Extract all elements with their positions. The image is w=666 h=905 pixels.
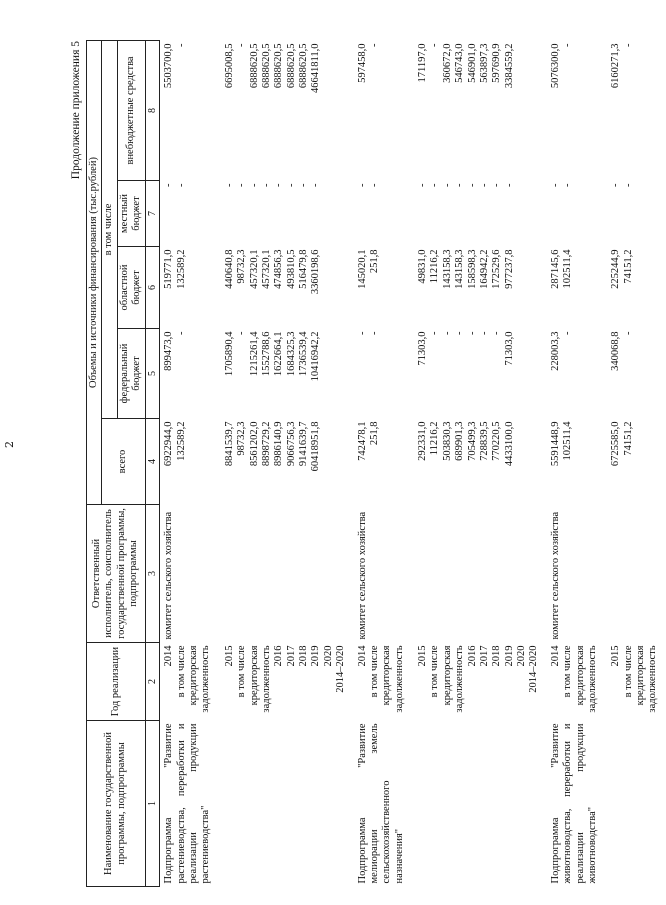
extra-value: 563897,3 (478, 43, 490, 83)
local-cell (160, 181, 354, 247)
federal-value: 1552788,6 (260, 331, 272, 377)
header-total: всего (102, 419, 145, 505)
col-number: 3 (145, 505, 160, 643)
federal-value: - (466, 331, 478, 335)
year-label: 2015 (610, 645, 622, 667)
local-value: - (491, 183, 503, 187)
header-responsible: Ответственный исполнитель, соисполнитель государственной программы, подпрограммы (87, 505, 146, 643)
total-value: 4433100,0 (503, 421, 515, 467)
row-spacer (599, 422, 610, 502)
arrears-label: в том числе кредиторская задолженность (236, 645, 272, 713)
value-pad (200, 250, 212, 326)
federal-value: - (441, 331, 453, 335)
header-extra: внебюджетные средства (117, 40, 145, 180)
year-label: 2018 (298, 645, 310, 667)
extra-value: - (236, 43, 248, 47)
year-label: 2017 (285, 645, 297, 667)
total-value: 8841539,7 (223, 421, 235, 467)
local-cell (354, 181, 547, 247)
year-label: 2018 (491, 645, 503, 667)
local-value: - (429, 183, 441, 187)
extra-value: 6888620,5 (273, 43, 285, 89)
row-spacer (599, 332, 610, 416)
federal-value: 1736539,4 (298, 331, 310, 377)
extra-value: 6888620,5 (248, 43, 260, 89)
value-pad (587, 332, 599, 416)
value-pad (587, 184, 599, 244)
row-spacer (406, 332, 417, 416)
federal-value: 1215261,4 (248, 331, 260, 377)
header-incl: в том числе (102, 40, 117, 418)
regional-value: 287145,6 (549, 249, 561, 289)
col-number: 2 (145, 643, 160, 721)
year-label: 2014 (163, 645, 175, 667)
extra-cell (354, 40, 547, 180)
arrears-label: в том числе кредиторская задолженность (562, 645, 598, 713)
extra-value: 6888620,5 (285, 43, 297, 89)
value-pad (381, 332, 393, 416)
year-cell (547, 643, 666, 721)
subprogram-row (547, 40, 666, 886)
total-value: 728839,5 (478, 421, 490, 461)
subprogram-name: Подпрограмма "Развитие растениеводства, переработки и реализации продукции растениеводства" (163, 723, 212, 884)
value-pad (575, 422, 587, 502)
value-pad (575, 332, 587, 416)
responsible-executor: комитет сельского хозяйства (549, 511, 561, 640)
header-local: местный бюджет (117, 181, 145, 247)
regional-value: 225244,9 (610, 249, 622, 289)
col-number: 1 (145, 721, 160, 887)
local-value: - (622, 183, 634, 187)
extra-value: 171197,0 (417, 43, 429, 83)
subprogram-name: Подпрограмма "Развитие мелиорации земель сельскохозяйственного назначения" (356, 723, 405, 884)
extra-value: 546743,0 (454, 43, 466, 83)
extra-value: - (622, 43, 634, 47)
year-label: 2014 (549, 645, 561, 667)
local-value: - (503, 183, 515, 187)
header-year: Год реализации (87, 643, 146, 721)
federal-value: - (175, 331, 187, 335)
total-value: 292331,0 (417, 421, 429, 461)
row-spacer (406, 250, 417, 326)
year-cell (160, 643, 354, 721)
value-pad (381, 43, 393, 177)
local-cell (547, 181, 666, 247)
local-value: - (610, 183, 622, 187)
arrears-label: в том числе кредиторская задолженность (175, 645, 212, 713)
total-value: 6922944,0 (163, 421, 175, 467)
total-cell (160, 419, 354, 505)
subprogram-row (160, 40, 354, 886)
row-spacer (599, 43, 610, 177)
regional-cell (160, 247, 354, 329)
year-label: 2019 (310, 645, 322, 667)
total-value: 132589,2 (175, 421, 187, 461)
federal-value: 71303,0 (503, 331, 515, 366)
extra-value: - (429, 43, 441, 47)
value-pad (188, 43, 200, 177)
row-spacer (406, 43, 417, 177)
regional-value: 516479,8 (298, 249, 310, 289)
row-spacer (213, 422, 224, 502)
federal-value: 340068,8 (610, 331, 622, 371)
value-pad (587, 250, 599, 326)
row-spacer (213, 332, 224, 416)
regional-value: 519771,0 (163, 249, 175, 289)
year-label: 2016 (466, 645, 478, 667)
local-value: - (223, 183, 235, 187)
arrears-label: в том числе кредиторская задолженность (368, 645, 405, 713)
local-value: - (310, 183, 322, 187)
federal-value: 228003,3 (549, 331, 561, 371)
total-value: 60418951,8 (310, 421, 322, 472)
responsible-executor: комитет сельского хозяйства (356, 511, 368, 640)
regional-cell (547, 247, 666, 329)
total-value: 74151,2 (622, 421, 634, 456)
extra-cell (160, 40, 354, 180)
extra-value: 3384559,2 (503, 43, 515, 89)
row-spacer (213, 184, 224, 244)
federal-value: 1705890,4 (223, 331, 235, 377)
total-value: 9066756,3 (285, 421, 297, 467)
value-pad (188, 184, 200, 244)
regional-value: 11216,2 (429, 249, 441, 284)
value-pad (394, 184, 406, 244)
value-pad (394, 422, 406, 502)
row-spacer (406, 184, 417, 244)
local-value: - (298, 183, 310, 187)
extra-cell (547, 40, 666, 180)
regional-value: 474856,3 (273, 249, 285, 289)
value-pad (188, 250, 200, 326)
extra-value: 546901,0 (466, 43, 478, 83)
extra-value: 597458,0 (356, 43, 368, 83)
arrears-label: в том числе кредиторская задолженность (622, 645, 659, 713)
year-label: 2020 (322, 645, 334, 667)
value-pad (188, 422, 200, 502)
total-value: 8561202,0 (248, 421, 260, 467)
header-funding: Объемы и источники финансирования (тыс.рублей) (87, 40, 102, 504)
col-number: 7 (145, 181, 160, 247)
year-label: 2014–2020 (335, 645, 347, 693)
row-spacer (213, 250, 224, 326)
year-label: 2016 (273, 645, 285, 667)
federal-value: 71303,0 (417, 331, 429, 366)
federal-value: - (368, 331, 380, 335)
regional-value: 98732,3 (236, 249, 248, 284)
value-pad (200, 43, 212, 177)
regional-value: 102511,4 (562, 249, 574, 289)
value-pad (394, 43, 406, 177)
col-number: 5 (145, 329, 160, 419)
page-number: 2 (3, 441, 16, 448)
regional-value: 493810,5 (285, 249, 297, 289)
subprogram-row (354, 40, 547, 886)
arrears-label: в том числе кредиторская задолженность (429, 645, 466, 713)
federal-value: - (622, 331, 634, 335)
value-pad (587, 422, 599, 502)
total-value: 102511,4 (562, 421, 574, 461)
total-value: 251,8 (368, 421, 380, 446)
federal-value: - (562, 331, 574, 335)
row-spacer (406, 646, 417, 718)
header-regional: областной бюджет (117, 247, 145, 329)
row-spacer (213, 646, 224, 718)
row-spacer (599, 250, 610, 326)
federal-value: 1684325,3 (285, 331, 297, 377)
extra-value: 5503700,0 (163, 43, 175, 89)
total-value: 8898729,2 (260, 421, 272, 467)
value-pad (575, 250, 587, 326)
local-value: - (236, 183, 248, 187)
row-spacer (599, 646, 610, 718)
regional-value: 74151,2 (622, 249, 634, 284)
regional-value: 3360198,6 (310, 249, 322, 295)
row-spacer (406, 422, 417, 502)
extra-value: - (175, 43, 187, 47)
subprogram-name: Подпрограмма "Развитие животноводства, переработки и реализации продукции животноводства" (549, 723, 598, 884)
continuation-caption: Продолжение приложения 5 (70, 41, 82, 180)
federal-value: 10416942,2 (310, 331, 322, 382)
regional-value: 132589,2 (175, 249, 187, 289)
value-pad (188, 332, 200, 416)
local-value: - (175, 183, 187, 187)
header-federal: федеральный бюджет (117, 329, 145, 419)
funding-table (86, 40, 666, 887)
extra-value: 597690,9 (491, 43, 503, 83)
total-value: 6725585,0 (610, 421, 622, 467)
year-label: 2017 (478, 645, 490, 667)
federal-value: 1622664,1 (273, 331, 285, 377)
value-pad (381, 184, 393, 244)
total-value: 5591448,9 (549, 421, 561, 467)
regional-value: 143158,3 (454, 249, 466, 289)
value-pad (381, 422, 393, 502)
local-value: - (441, 183, 453, 187)
value-pad (587, 43, 599, 177)
extra-value: - (562, 43, 574, 47)
regional-value: 164942,2 (478, 249, 490, 289)
local-value: - (368, 183, 380, 187)
local-value: - (454, 183, 466, 187)
federal-value: - (429, 331, 441, 335)
extra-value: 360672,0 (441, 43, 453, 83)
local-value: - (260, 183, 272, 187)
total-value: 98732,3 (236, 421, 248, 456)
year-label: 2014–2020 (528, 645, 540, 693)
regional-value: 977237,8 (503, 249, 515, 289)
year-label: 2019 (503, 645, 515, 667)
regional-value: 145020,1 (356, 249, 368, 289)
local-value: - (549, 183, 561, 187)
federal-value: - (454, 331, 466, 335)
responsible-executor: комитет сельского хозяйства (163, 511, 175, 640)
extra-value: 6888620,5 (298, 43, 310, 89)
regional-value: 251,8 (368, 249, 380, 274)
year-label: 2015 (417, 645, 429, 667)
year-label: 2015 (223, 645, 235, 667)
regional-value: 440640,8 (223, 249, 235, 289)
regional-value: 457320,1 (260, 249, 272, 289)
value-pad (200, 332, 212, 416)
value-pad (394, 250, 406, 326)
header-name: Наименование государственной программы, подпрограммы (87, 721, 146, 887)
total-value: 8986140,9 (273, 421, 285, 467)
extra-value: - (368, 43, 380, 47)
total-value: 11216,2 (429, 421, 441, 456)
federal-cell (547, 329, 666, 419)
extra-value: 5076300,0 (549, 43, 561, 89)
regional-value: 49831,0 (417, 249, 429, 284)
value-pad (575, 43, 587, 177)
rotated-table-sheet (70, 35, 659, 895)
total-value: 742478,1 (356, 421, 368, 461)
total-cell (354, 419, 547, 505)
extra-value: 6695008,5 (223, 43, 235, 89)
local-value: - (466, 183, 478, 187)
total-value: 9141639,7 (298, 421, 310, 467)
col-number: 8 (145, 40, 160, 180)
col-number: 6 (145, 247, 160, 329)
col-number: 4 (145, 419, 160, 505)
local-value: - (356, 183, 368, 187)
local-value: - (562, 183, 574, 187)
federal-value: - (236, 331, 248, 335)
total-cell (547, 419, 666, 505)
value-pad (394, 332, 406, 416)
total-value: 503830,3 (441, 421, 453, 461)
value-pad (575, 184, 587, 244)
federal-cell (160, 329, 354, 419)
total-value: 770220,5 (491, 421, 503, 461)
federal-value: 899473,0 (163, 331, 175, 371)
value-pad (200, 184, 212, 244)
table-body (160, 40, 666, 886)
local-value: - (248, 183, 260, 187)
total-value: 705499,3 (466, 421, 478, 461)
row-spacer (599, 184, 610, 244)
extra-value: 6888620,5 (260, 43, 272, 89)
regional-value: 172529,6 (491, 249, 503, 289)
federal-value: - (356, 331, 368, 335)
regional-value: 457320,1 (248, 249, 260, 289)
extra-value: 6160271,3 (610, 43, 622, 89)
federal-value: - (491, 331, 503, 335)
value-pad (200, 422, 212, 502)
year-cell (354, 643, 547, 721)
local-value: - (478, 183, 490, 187)
total-value: 689901,3 (454, 421, 466, 461)
local-value: - (163, 183, 175, 187)
regional-cell (354, 247, 547, 329)
year-label: 2014 (356, 645, 368, 667)
local-value: - (285, 183, 297, 187)
local-value: - (417, 183, 429, 187)
federal-value: - (478, 331, 490, 335)
year-label: 2020 (516, 645, 528, 667)
extra-value: 46641811,0 (310, 43, 322, 93)
value-pad (381, 250, 393, 326)
row-spacer (213, 43, 224, 177)
regional-value: 143158,3 (441, 249, 453, 289)
local-value: - (273, 183, 285, 187)
regional-value: 158598,3 (466, 249, 478, 289)
federal-cell (354, 329, 547, 419)
